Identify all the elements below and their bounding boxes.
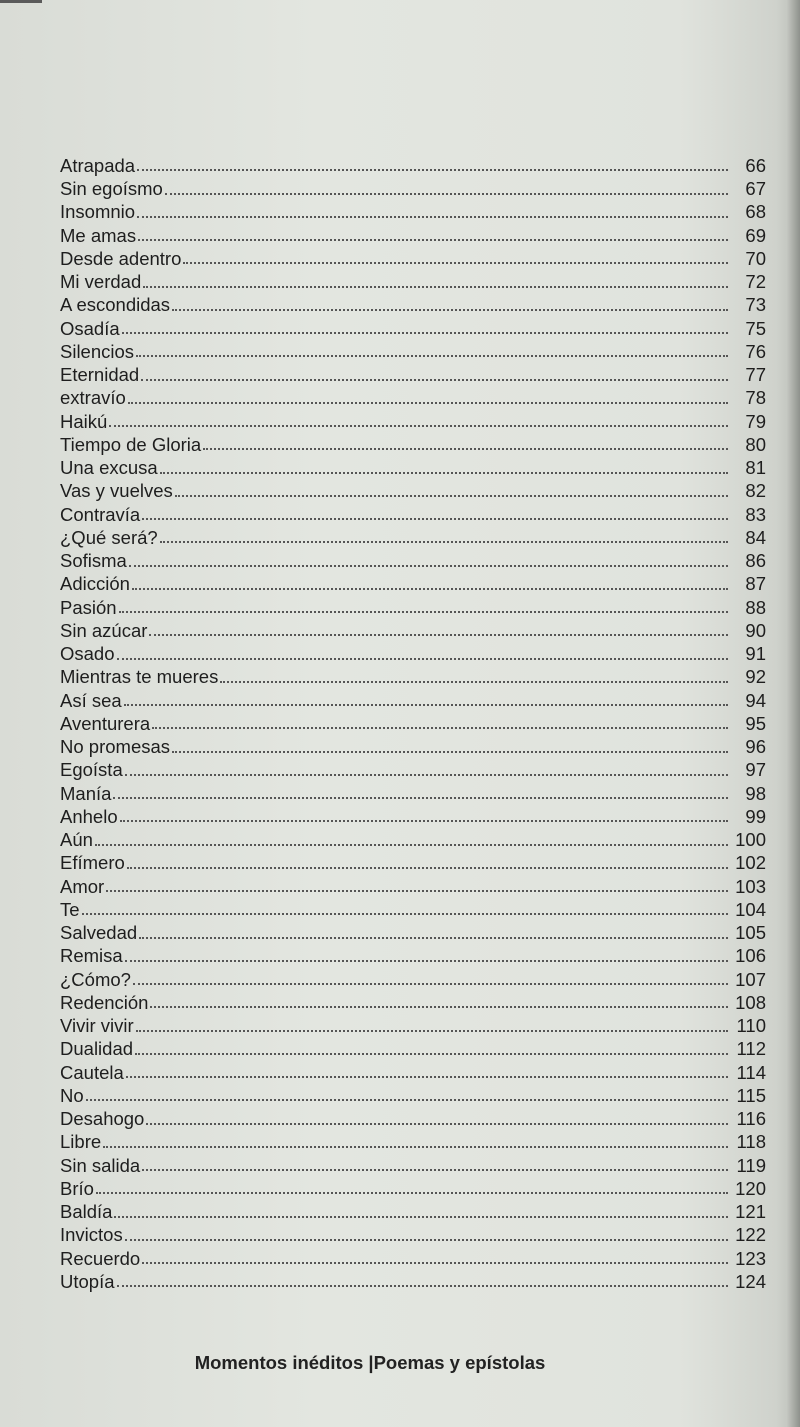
dot-leader [135, 1053, 728, 1055]
toc-entry [60, 1198, 766, 1221]
toc-entry-title: ¿Cómo? [60, 968, 131, 990]
toc-entry-title: Desahogo [60, 1108, 145, 1129]
dot-leader [86, 1099, 728, 1101]
dot-leader [133, 983, 728, 985]
dot-leader [137, 169, 728, 171]
toc-entry-title: Osadía [60, 317, 120, 339]
dot-leader [220, 681, 728, 683]
toc-entry [60, 989, 766, 1012]
toc-entry-page-number: 68 [745, 201, 766, 223]
toc-entry-page-number: 123 [735, 1247, 766, 1269]
dot-leader [172, 309, 728, 311]
dot-leader [103, 1146, 728, 1148]
toc-entry-title: Eternidad [60, 364, 140, 385]
toc-entry-page-number: 73 [745, 294, 766, 316]
toc-entry [60, 757, 766, 780]
dot-leader [165, 193, 728, 195]
dot-leader [172, 751, 728, 753]
toc-entry-page-number: 77 [745, 364, 766, 385]
page-corner-mark [0, 0, 42, 3]
toc-entry-title: Te [60, 898, 80, 920]
toc-entry-title: Sin azúcar [60, 619, 148, 641]
toc-entry-page-number: 100 [735, 829, 766, 850]
dot-leader [117, 1285, 728, 1287]
toc-entry-page-number: 92 [745, 666, 766, 688]
toc-entry-title: Salvedad [60, 922, 138, 943]
toc-entry [60, 687, 766, 710]
toc-entry [60, 896, 766, 919]
toc-entry-title: Brío [60, 1177, 94, 1199]
toc-entry-page-number: 78 [745, 387, 766, 409]
toc-entry [60, 431, 766, 454]
toc-entry-title: ¿Qué será? [60, 526, 158, 548]
toc-entry-page-number: 110 [736, 1015, 766, 1036]
dot-leader [95, 844, 728, 846]
toc-entry-page-number: 75 [745, 317, 766, 339]
toc-entry-title: Egoísta [60, 759, 123, 781]
toc-entry-title: No promesas [60, 736, 171, 757]
toc-entry [60, 966, 766, 989]
toc-entry [60, 1059, 766, 1082]
toc-entry-page-number: 87 [745, 573, 766, 595]
toc-entry-page-number: 114 [736, 1061, 766, 1083]
toc-entry [60, 338, 766, 361]
toc-entry-title: Mi verdad [60, 271, 142, 292]
toc-entry [60, 919, 766, 942]
toc-entry-page-number: 102 [735, 852, 766, 874]
toc-entry-title: Manía [60, 782, 112, 804]
toc-entry [60, 315, 766, 338]
dot-leader [127, 867, 728, 869]
toc-entry-title: Atrapada [60, 154, 136, 176]
toc-entry [60, 1012, 766, 1035]
dot-leader [132, 588, 728, 590]
toc-entry [60, 803, 766, 826]
dot-leader [146, 1123, 728, 1125]
toc-entry-page-number: 96 [745, 736, 766, 757]
toc-entry [60, 873, 766, 896]
toc-entry-title: Libre [60, 1131, 102, 1153]
toc-entry [60, 943, 766, 966]
toc-entry [60, 268, 766, 291]
toc-entry [60, 617, 766, 640]
toc-entry-title: Aún [60, 829, 93, 850]
toc-entry-title: Desde adentro [60, 247, 182, 269]
dot-leader [203, 448, 728, 450]
toc-entry-page-number: 118 [736, 1131, 766, 1153]
toc-entry-title: Dualidad [60, 1038, 134, 1060]
toc-entry-page-number: 116 [736, 1108, 766, 1129]
toc-entry-title: Tiempo de Gloria [60, 433, 202, 455]
toc-entry [60, 1082, 766, 1105]
toc-entry [60, 175, 766, 198]
toc-entry-page-number: 91 [745, 643, 766, 664]
toc-entry-page-number: 119 [736, 1154, 766, 1176]
toc-entry-page-number: 66 [745, 154, 766, 176]
dot-leader [125, 1239, 728, 1241]
dot-leader [122, 332, 728, 334]
toc-entry-title: Vivir vivir [60, 1015, 134, 1036]
toc-entry [60, 1036, 766, 1059]
toc-entry [60, 1222, 766, 1245]
toc-entry-page-number: 106 [735, 945, 766, 967]
toc-entry-title: Invictos [60, 1224, 123, 1246]
dot-leader [137, 216, 728, 218]
toc-entry [60, 664, 766, 687]
dot-leader [139, 937, 728, 939]
toc-entry-title: Pasión [60, 596, 117, 618]
toc-entry-title: Utopía [60, 1270, 115, 1292]
toc-entry-title: Aventurera [60, 712, 151, 734]
toc-entry-page-number: 97 [745, 759, 766, 781]
toc-entry [60, 245, 766, 268]
toc-entry-title: A escondidas [60, 294, 171, 316]
toc-entry-title: Remisa [60, 945, 123, 967]
toc-entry-title: Baldía [60, 1201, 113, 1222]
toc-entry [60, 850, 766, 873]
toc-entry-title: Silencios [60, 340, 135, 362]
toc-entry-title: Sin salida [60, 1154, 141, 1176]
toc-entry-page-number: 104 [735, 898, 766, 920]
dot-leader [150, 1006, 728, 1008]
toc-entry-page-number: 90 [745, 619, 766, 641]
dot-leader [175, 495, 728, 497]
toc-entry-page-number: 95 [745, 712, 766, 734]
toc-entry-title: Me amas [60, 224, 137, 246]
dot-leader [125, 960, 728, 962]
toc-entry-page-number: 72 [745, 271, 766, 292]
dot-leader [142, 1262, 728, 1264]
toc-entry-title: Recuerdo [60, 1247, 141, 1269]
dot-leader [113, 797, 728, 799]
toc-entry [60, 640, 766, 663]
toc-entry-page-number: 79 [745, 410, 766, 432]
toc-entry-title: Sofisma [60, 550, 127, 571]
dot-leader [149, 634, 728, 636]
dot-leader [136, 1030, 728, 1032]
toc-entry [60, 292, 766, 315]
toc-entry [60, 1268, 766, 1291]
toc-entry [60, 1152, 766, 1175]
toc-entry [60, 454, 766, 477]
toc-entry-page-number: 69 [745, 224, 766, 246]
toc-entry [60, 361, 766, 384]
toc-entry-title: extravío [60, 387, 126, 409]
toc-entry-page-number: 105 [735, 922, 766, 943]
dot-leader [129, 565, 728, 567]
dot-leader [183, 262, 728, 264]
dot-leader [119, 611, 728, 613]
toc-entry-page-number: 82 [745, 480, 766, 502]
toc-entry-page-number: 81 [745, 457, 766, 478]
toc-entry [60, 152, 766, 175]
dot-leader [128, 402, 728, 404]
toc-entry [60, 1245, 766, 1268]
dot-leader [117, 658, 728, 660]
toc-entry-page-number: 88 [745, 596, 766, 618]
table-of-contents [60, 152, 766, 1291]
toc-entry [60, 222, 766, 245]
toc-entry [60, 524, 766, 547]
toc-entry [60, 780, 766, 803]
running-footer: Momentos inéditos |Poemas y epístolas [194, 1352, 546, 1373]
toc-entry-title: Efímero [60, 852, 125, 874]
toc-entry-page-number: 70 [745, 247, 766, 269]
page-edge-shadow [786, 0, 800, 1427]
toc-entry-title: Sin egoísmo [60, 178, 163, 199]
toc-entry-page-number: 83 [745, 503, 766, 525]
toc-entry-page-number: 76 [745, 340, 766, 362]
toc-entry-title: Contravía [60, 503, 141, 525]
dot-leader [160, 472, 728, 474]
toc-entry-title: Redención [60, 991, 149, 1013]
toc-entry-title: Así sea [60, 689, 122, 711]
toc-entry-title: Insomnio [60, 201, 136, 223]
toc-entry-page-number: 84 [745, 526, 766, 548]
toc-entry [60, 571, 766, 594]
toc-entry-page-number: 86 [745, 550, 766, 571]
dot-leader [152, 727, 728, 729]
dot-leader [136, 355, 728, 357]
toc-entry-title: Anhelo [60, 805, 118, 827]
toc-entry-title: Adicción [60, 573, 130, 595]
toc-entry-page-number: 121 [735, 1201, 766, 1222]
dot-leader [142, 1169, 728, 1171]
dot-leader [82, 913, 728, 915]
dot-leader [96, 1192, 728, 1194]
toc-entry-title: Vas y vuelves [60, 480, 173, 502]
toc-entry [60, 594, 766, 617]
toc-entry [60, 408, 766, 431]
toc-entry-page-number: 98 [745, 782, 766, 804]
dot-leader [114, 1216, 728, 1218]
toc-entry-page-number: 80 [745, 433, 766, 455]
toc-entry [60, 199, 766, 222]
toc-entry-title: Cautela [60, 1061, 124, 1083]
toc-entry-title: Amor [60, 875, 105, 897]
dot-leader [106, 890, 728, 892]
dot-leader [143, 286, 728, 288]
dot-leader [160, 541, 728, 543]
toc-entry [60, 733, 766, 756]
toc-entry-page-number: 108 [735, 991, 766, 1013]
toc-entry [60, 710, 766, 733]
toc-entry [60, 1105, 766, 1128]
dot-leader [126, 1076, 728, 1078]
toc-entry-title: Una excusa [60, 457, 158, 478]
toc-entry-page-number: 120 [735, 1177, 766, 1199]
toc-entry-title: Haikú [60, 410, 108, 432]
toc-entry-page-number: 122 [735, 1224, 766, 1246]
toc-entry [60, 547, 766, 570]
dot-leader [124, 704, 728, 706]
toc-entry [60, 1175, 766, 1198]
toc-entry-page-number: 103 [735, 875, 766, 897]
dot-leader [109, 425, 728, 427]
toc-entry-page-number: 107 [735, 968, 766, 990]
toc-entry [60, 385, 766, 408]
toc-entry-page-number: 112 [736, 1038, 766, 1060]
dot-leader [141, 379, 728, 381]
toc-entry [60, 478, 766, 501]
dot-leader [120, 820, 728, 822]
toc-entry-page-number: 67 [745, 178, 766, 199]
dot-leader [142, 518, 728, 520]
toc-entry-page-number: 99 [745, 805, 766, 827]
toc-entry-page-number: 94 [745, 689, 766, 711]
toc-entry-title: No [60, 1084, 84, 1106]
toc-entry-page-number: 115 [736, 1084, 766, 1106]
toc-entry-title: Mientras te mueres [60, 666, 219, 688]
toc-entry [60, 501, 766, 524]
toc-entry-title: Osado [60, 643, 115, 664]
dot-leader [138, 239, 728, 241]
toc-entry [60, 1129, 766, 1152]
toc-entry [60, 826, 766, 849]
dot-leader [125, 774, 728, 776]
toc-entry-page-number: 124 [735, 1270, 766, 1292]
